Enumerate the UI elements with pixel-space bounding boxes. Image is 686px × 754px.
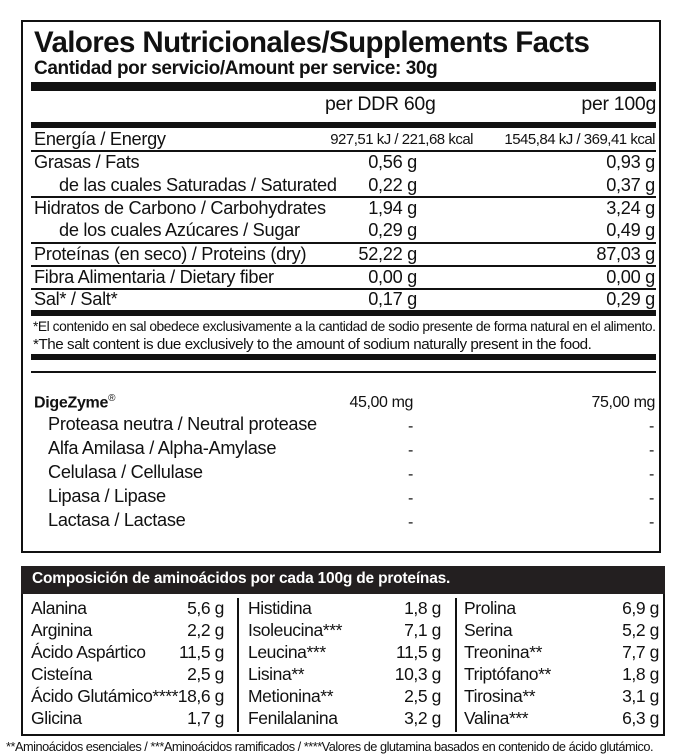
digezyme-value-100: 75,00 mg	[591, 394, 655, 411]
amino-value-isoleucine: 7,1 g	[404, 620, 441, 640]
amino-acid-header	[21, 566, 665, 594]
amino-value-serine: 5,2 g	[622, 620, 659, 640]
nutrient-label-saturated: de las cuales Saturadas / Saturated	[59, 175, 337, 195]
amino-value-threonine: 7,7 g	[622, 642, 659, 662]
nutrient-value-carbohydrates-100: 3,24 g	[606, 198, 655, 218]
amino-footnote: **Aminoácidos esenciales / ***Aminoácidos ramificados / ****Valores de glutamina basados en contenido de ácido glutámico.	[6, 739, 654, 754]
nutrient-label-sugar: de los cuales Azúcares / Sugar	[59, 220, 300, 240]
amino-value-methionine: 2,5 g	[404, 686, 441, 706]
salt-note-english: *The salt content is due exclusively to the amount of sodium naturally present in the food.	[33, 336, 592, 353]
salt-note-spanish: *El contenido en sal obedece exclusivamente a la cantidad de sodio presente de forma natural en el alimento.	[33, 319, 656, 334]
nutrient-value-carbohydrates-60: 1,94 g	[368, 198, 417, 218]
amino-value-cysteine: 2,5 g	[187, 664, 224, 684]
amino-value-lysine: 10,3 g	[394, 664, 441, 684]
enzyme-label-cellulase: Celulasa / Cellulase	[48, 462, 203, 482]
amino-name-glutamic-acid: Ácido Glutámico****	[31, 686, 179, 706]
nutrient-value-sugar-100: 0,49 g	[606, 220, 655, 240]
enzyme-value-lactase-60: -	[407, 514, 413, 531]
amino-name-phenylalanine: Fenilalanina	[248, 708, 338, 728]
amino-name-alanine: Alanina	[31, 598, 87, 618]
nutrient-label-fiber: Fibra Alimentaria / Dietary fiber	[34, 267, 274, 287]
amino-name-leucine: Leucina***	[248, 642, 326, 662]
amino-value-glycine: 1,7 g	[187, 708, 224, 728]
amino-name-valine: Valina***	[464, 708, 529, 728]
thick-rule-header	[31, 122, 656, 128]
amino-name-tryptophan: Triptófano**	[464, 664, 551, 684]
enzyme-label-lipase: Lipasa / Lipase	[48, 486, 166, 506]
enzyme-label-protease: Proteasa neutra / Neutral protease	[48, 414, 317, 434]
nutrient-value-proteins-60: 52,22 g	[358, 244, 417, 264]
digezyme-name: DigeZyme	[34, 394, 109, 412]
enzyme-value-lactase-100: -	[648, 514, 654, 531]
amino-name-lysine: Lisina**	[248, 664, 305, 684]
thick-rule-top	[31, 82, 656, 91]
nutrient-value-proteins-100: 87,03 g	[596, 244, 655, 264]
amino-value-tyrosine: 3,1 g	[622, 686, 659, 706]
amino-name-threonine: Treonina**	[464, 642, 543, 662]
column-header-per-100g: per 100g	[581, 93, 656, 115]
nutrient-label-proteins: Proteínas (en seco) / Proteins (dry)	[34, 244, 307, 264]
nutrient-value-fats-100: 0,93 g	[606, 152, 655, 172]
nutrient-value-saturated-60: 0,22 g	[368, 175, 417, 195]
amino-name-aspartic-acid: Ácido Aspártico	[31, 642, 146, 662]
nutrient-label-energy: Energía / Energy	[34, 129, 166, 149]
amino-value-phenylalanine: 3,2 g	[404, 708, 441, 728]
amino-name-arginine: Arginina	[31, 620, 93, 640]
amino-name-glycine: Glicina	[31, 708, 82, 728]
digezyme-title	[34, 393, 115, 412]
amino-column-divider	[455, 598, 457, 732]
nutrient-label-salt: Sal* / Salt*	[34, 289, 118, 309]
serving-size: Cantidad por servicio/Amount per service: 30g	[34, 58, 438, 79]
thick-rule-notes	[31, 354, 656, 360]
enzyme-label-lactase: Lactasa / Lactase	[48, 510, 186, 530]
nutrient-value-fats-60: 0,56 g	[368, 152, 417, 172]
nutrient-value-energy-60: 927,51 kJ / 221,68 kcal	[330, 131, 473, 148]
enzyme-value-amylase-100: -	[648, 442, 654, 459]
amino-column-divider	[237, 598, 239, 732]
nutrient-value-fiber-100: 0,00 g	[606, 267, 655, 287]
amino-value-proline: 6,9 g	[622, 598, 659, 618]
nutrient-value-sugar-60: 0,29 g	[368, 220, 417, 240]
thin-rule-section	[31, 371, 656, 373]
amino-value-histidine: 1,8 g	[404, 598, 441, 618]
nutrient-value-saturated-100: 0,37 g	[606, 175, 655, 195]
amino-value-tryptophan: 1,8 g	[622, 664, 659, 684]
nutrient-value-salt-60: 0,17 g	[368, 289, 417, 309]
nutrient-label-carbohydrates: Hidratos de Carbono / Carbohydrates	[34, 198, 326, 218]
amino-name-histidine: Histidina	[248, 598, 312, 618]
row-divider	[31, 288, 656, 290]
facts-title: Valores Nutricionales/Supplements Facts	[34, 26, 590, 59]
nutrient-value-salt-100: 0,29 g	[606, 289, 655, 309]
amino-name-serine: Serina	[464, 620, 513, 640]
enzyme-value-protease-60: -	[407, 418, 413, 435]
thick-rule-salt	[31, 310, 656, 316]
amino-value-arginine: 2,2 g	[187, 620, 224, 640]
amino-value-valine: 6,3 g	[622, 708, 659, 728]
enzyme-value-lipase-60: -	[407, 490, 413, 507]
amino-name-cysteine: Cisteína	[31, 664, 92, 684]
enzyme-value-cellulase-100: -	[648, 466, 654, 483]
amino-value-aspartic-acid: 11,5 g	[179, 642, 224, 662]
enzyme-value-amylase-60: -	[407, 442, 413, 459]
enzyme-value-lipase-100: -	[648, 490, 654, 507]
digezyme-value-60: 45,00 mg	[349, 394, 413, 411]
nutrient-label-fats: Grasas / Fats	[34, 152, 140, 172]
registered-mark: ®	[108, 393, 116, 404]
column-header-per-ddr: per DDR 60g	[325, 93, 436, 115]
nutrient-value-fiber-60: 0,00 g	[368, 267, 417, 287]
amino-name-tyrosine: Tirosina**	[464, 686, 536, 706]
amino-name-methionine: Metionina**	[248, 686, 334, 706]
amino-value-alanine: 5,6 g	[187, 598, 224, 618]
enzyme-value-cellulase-60: -	[407, 466, 413, 483]
amino-name-proline: Prolina	[464, 598, 516, 618]
amino-acid-header-text: Composición de aminoácidos por cada 100g de proteínas.	[32, 570, 451, 587]
nutrient-value-energy-100: 1545,84 kJ / 369,41 kcal	[504, 131, 655, 148]
enzyme-value-protease-100: -	[648, 418, 654, 435]
amino-name-isoleucine: Isoleucina***	[248, 620, 343, 640]
enzyme-label-amylase: Alfa Amilasa / Alpha-Amylase	[48, 438, 277, 458]
amino-value-leucine: 11,5 g	[396, 642, 441, 662]
amino-value-glutamic-acid: 18,6 g	[177, 686, 224, 706]
